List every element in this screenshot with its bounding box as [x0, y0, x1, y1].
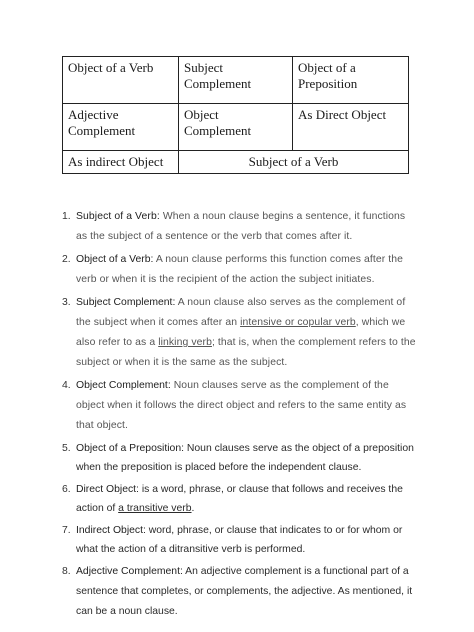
definition-text: word, phrase, or clause that indicates to or for whom or what the action of a ditransitive verb is performed. [76, 525, 403, 555]
term-label: Object of a Preposition: [76, 443, 185, 454]
transitive-verb-link[interactable]: a transitive verb [118, 503, 192, 514]
term-label: Object Complement: [76, 380, 171, 391]
list-item [62, 439, 417, 477]
term-label: Direct Object: [76, 484, 139, 495]
table-cell: Object Complement [179, 104, 293, 151]
list-item [62, 293, 417, 373]
list-number: 8. [62, 566, 71, 577]
definition-text: is a word, phrase, or clause that follows and receives the action of [76, 484, 403, 514]
definition-text: ; that is, when the complement refers to the subject or when it is the same as the subject. [76, 337, 416, 368]
table-cell: As Direct Object [293, 104, 409, 151]
definition-text: When a noun clause begins a sentence, it functions as the subject of a sentence or the verb that comes after it. [76, 211, 406, 242]
list-number: 3. [62, 297, 71, 308]
linking-verb-link[interactable]: linking verb [158, 337, 212, 348]
table-row [63, 57, 409, 104]
noun-clause-functions-table [62, 56, 409, 174]
list-number: 6. [62, 484, 71, 495]
term-label: Object of a Verb: [76, 254, 154, 265]
definition-text: Noun clauses serve as the object of a preposition when the preposition is placed before the independent clause. [76, 443, 414, 473]
table-cell: Subject of a Verb [179, 151, 409, 174]
term-label: Subject of a Verb: [76, 211, 160, 222]
table-cell: As indirect Object [63, 151, 179, 174]
list-number: 7. [62, 525, 71, 536]
definitions-list [62, 207, 417, 622]
definition-text: . [191, 503, 195, 514]
list-number: 1. [62, 211, 71, 222]
list-number: 2. [62, 254, 71, 265]
table-cell: Adjective Complement [63, 104, 179, 151]
list-item [62, 480, 417, 518]
definition-text: Noun clauses serve as the complement of the object when it follows the direct object and refers to the same entity as that object. [76, 380, 407, 431]
list-number: 4. [62, 380, 71, 391]
definition-text: , which we also refer to as a [76, 317, 406, 348]
table-row [63, 151, 409, 174]
intensive-verb-link[interactable]: intensive or copular verb [240, 317, 356, 328]
term-label: Adjective Complement: [76, 566, 183, 577]
list-item [62, 521, 417, 559]
list-item [62, 250, 417, 290]
definition-text: An adjective complement is a functional part of a sentence that completes, or complements, the adjective. As mentioned, it can be a noun clause. [76, 566, 413, 617]
table-cell: Object of a Preposition [293, 57, 409, 104]
list-item [62, 207, 417, 247]
table-row [63, 104, 409, 151]
table-cell: Subject Complement [179, 57, 293, 104]
term-label: Indirect Object: [76, 525, 146, 536]
table-cell: Object of a Verb [63, 57, 179, 104]
definition-text: A noun clause performs this function comes after the verb or when it is the recipient of the action the subject initiates. [76, 254, 404, 285]
list-number: 5. [62, 443, 71, 454]
definition-text: A noun clause also serves as the complement of the subject when it comes after an [76, 297, 406, 328]
list-item [62, 376, 417, 436]
term-label: Subject Complement: [76, 297, 176, 308]
list-item [62, 562, 417, 622]
